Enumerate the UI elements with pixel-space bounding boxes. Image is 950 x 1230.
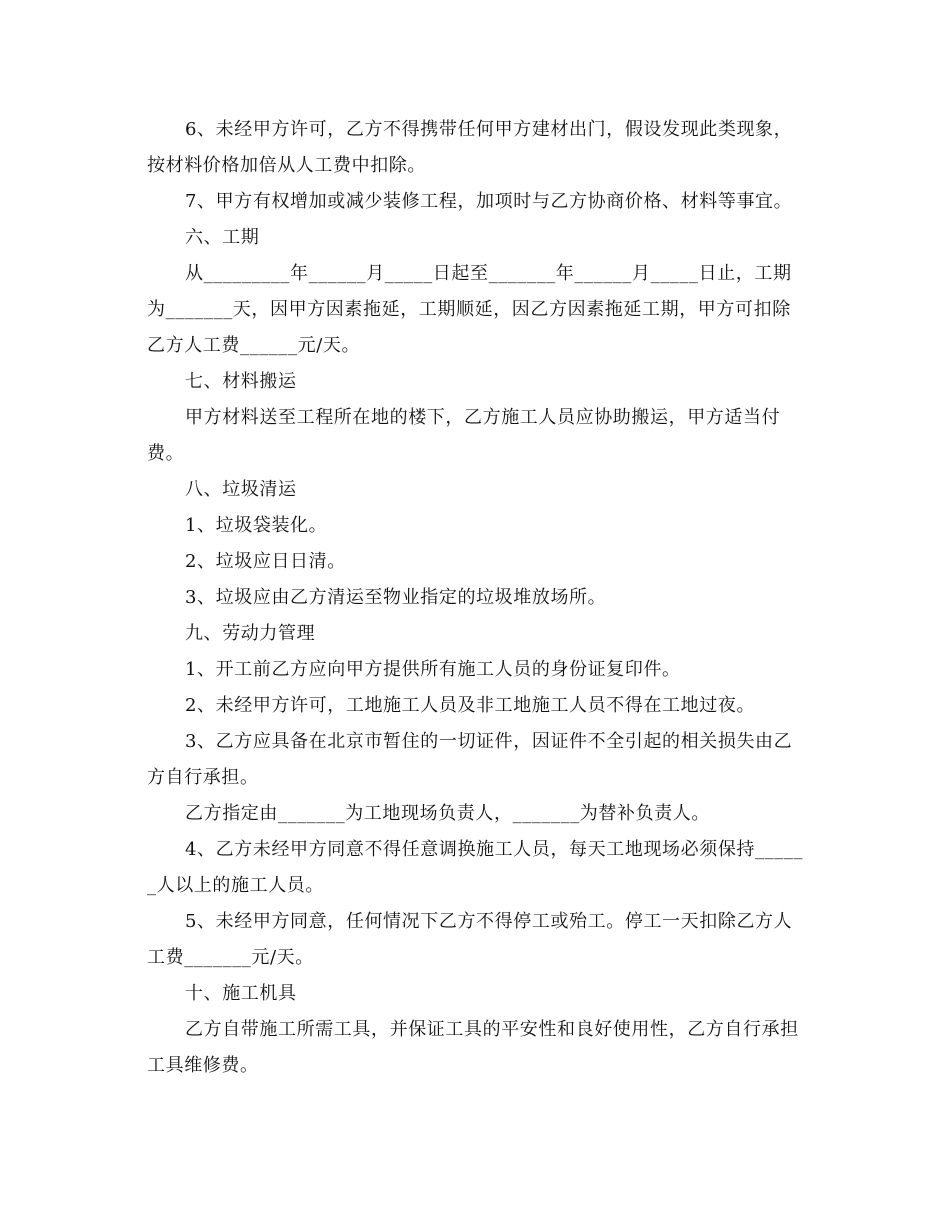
paragraph-6-material-removal: 6、未经甲方许可，乙方不得携带任何甲方建材出门，假设发现此类现象，按材料价格加倍从人工费中扣除。 xyxy=(147,119,793,176)
document-body xyxy=(147,112,807,1084)
paragraph-waste-1: 1、垃圾袋装化。 xyxy=(185,515,328,536)
paragraph-waste-2: 2、垃圾应日日清。 xyxy=(185,551,346,572)
section-heading-material-transport: 七、材料搬运 xyxy=(185,371,297,392)
paragraph-tools: 乙方自带施工所需工具，并保证工具的平安性和良好使用性，乙方自行承担工具维修费。 xyxy=(147,1019,799,1076)
section-heading-tools: 十、施工机具 xyxy=(185,983,297,1004)
paragraph-labor-2: 2、未经甲方许可，工地施工人员及非工地施工人员不得在工地过夜。 xyxy=(185,695,756,716)
paragraph-waste-3: 3、垃圾应由乙方清运至物业指定的垃圾堆放场所。 xyxy=(185,587,607,608)
paragraph-material-transport: 甲方材料送至工程所在地的楼下，乙方施工人员应协助搬运，甲方适当付费。 xyxy=(147,407,781,464)
section-heading-labor-management: 九、劳动力管理 xyxy=(185,623,316,644)
paragraph-labor-5: 5、未经甲方同意，任何情况下乙方不得停工或殆工。停工一天扣除乙方人工费_______元/天。 xyxy=(147,911,793,968)
paragraph-schedule-terms: 从_________年______月_____日起至_______年______月_____日止，工期为_______天，因甲方因素拖延，工期顺延，因乙方因素拖延工期，甲方可扣除乙方人工费______元/天。 xyxy=(147,263,792,356)
paragraph-7-scope-changes: 7、甲方有权增加或减少装修工程，加项时与乙方协商价格、材料等事宜。 xyxy=(185,191,793,212)
section-heading-waste-removal: 八、垃圾清运 xyxy=(185,479,297,500)
section-heading-schedule: 六、工期 xyxy=(185,227,260,248)
paragraph-labor-4: 4、乙方未经甲方同意不得任意调换施工人员，每天工地现场必须保持______人以上的施工人员。 xyxy=(147,839,804,896)
paragraph-labor-1: 1、开工前乙方应向甲方提供所有施工人员的身份证复印件。 xyxy=(185,659,681,680)
paragraph-labor-3: 3、乙方应具备在北京市暂住的一切证件，因证件不全引起的相关损失由乙方自行承担。 xyxy=(147,731,793,788)
paragraph-site-supervisor: 乙方指定由_______为工地现场负责人，_______为替补负责人。 xyxy=(185,803,710,824)
